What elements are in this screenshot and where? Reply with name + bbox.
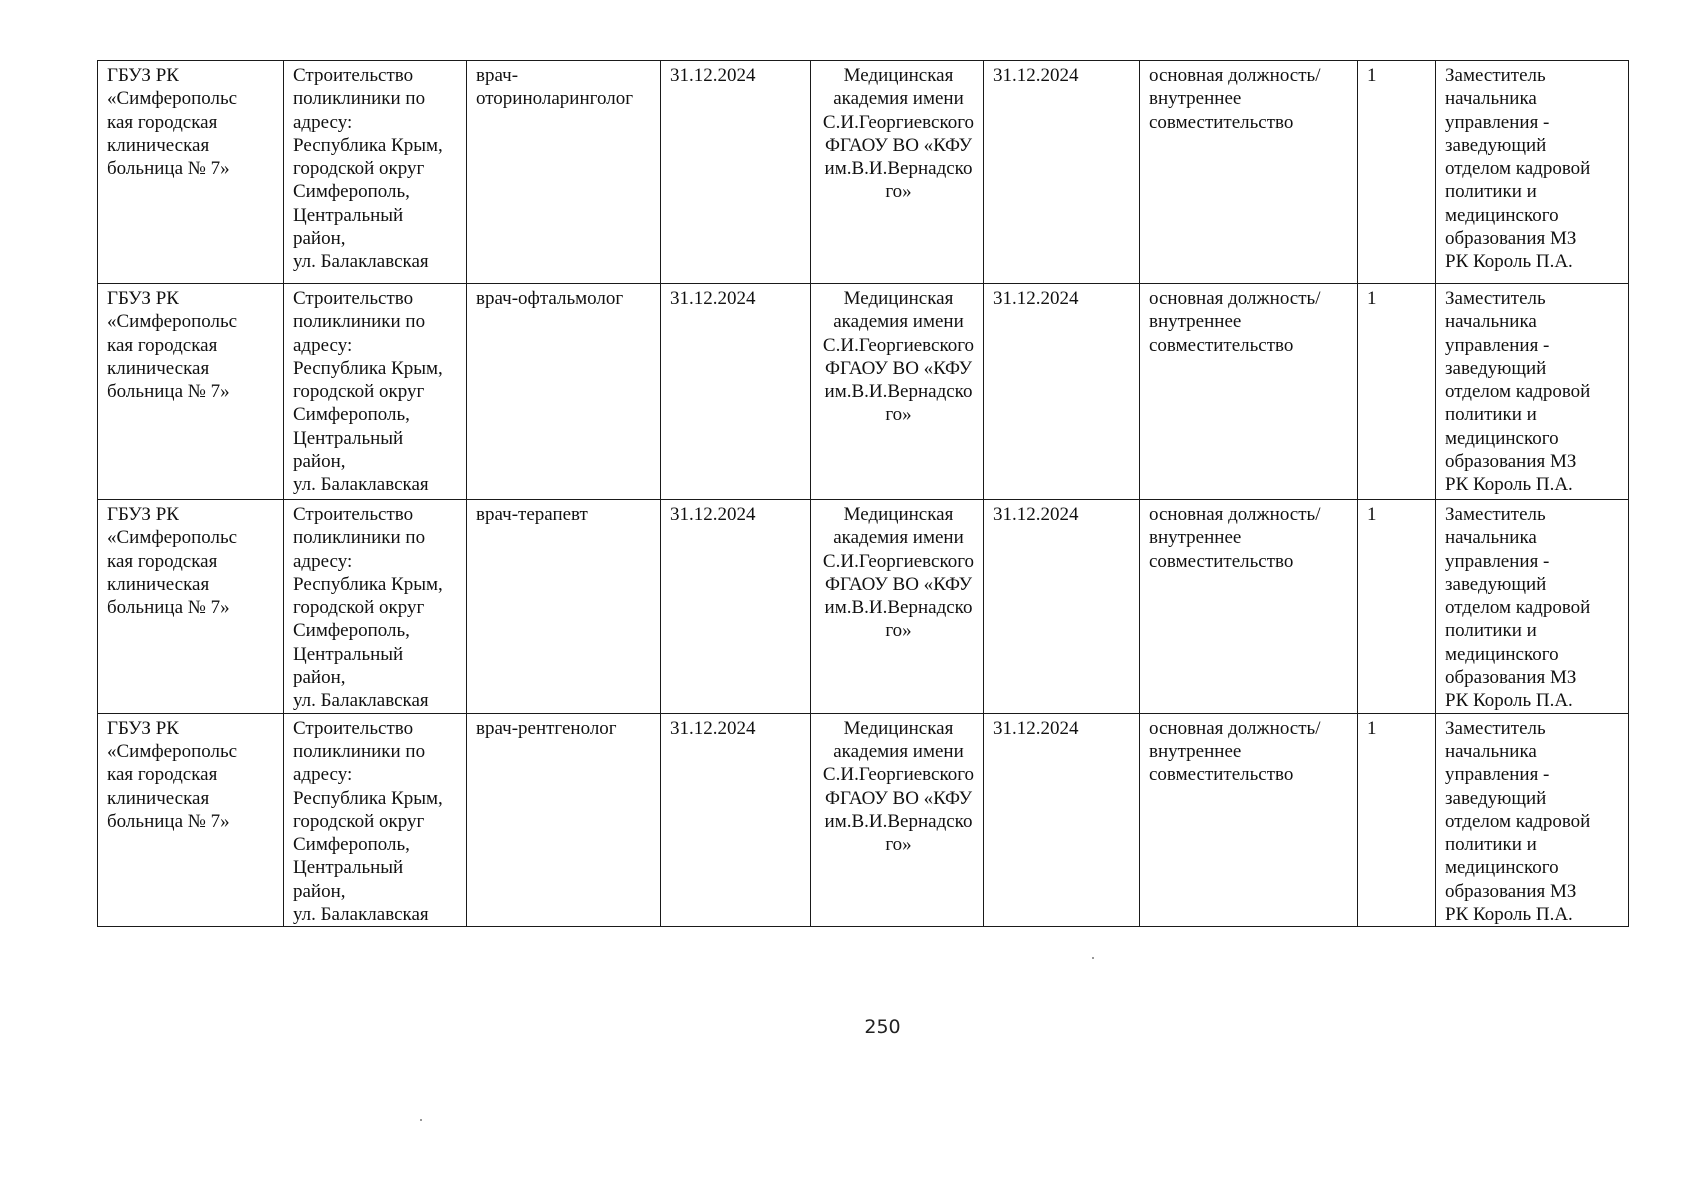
object-cell: Строительство поликлиники по адресу: Республика Крым, городской округ Симферополь, Центральный район, ул. Балаклавская bbox=[284, 713, 467, 927]
academy-cell: Медицинская академия имени С.И.Георгиевского ФГАОУ ВО «КФУ им.В.И.Вернадско го» bbox=[811, 500, 984, 714]
scan-speck bbox=[1092, 957, 1094, 959]
responsible-cell: Заместитель начальника управления - заведующий отделом кадровой политики и медицинского образования МЗ РК Король П.А. bbox=[1436, 284, 1629, 500]
position-cell: врач-рентгенолог bbox=[467, 713, 661, 927]
academy-cell: Медицинская академия имени С.И.Георгиевского ФГАОУ ВО «КФУ им.В.И.Вернадско го» bbox=[811, 284, 984, 500]
quantity-cell: 1 bbox=[1358, 61, 1436, 284]
date-cell: 31.12.2024 bbox=[984, 713, 1140, 927]
employment-type-cell: основная должность/ внутреннее совместительство bbox=[1140, 713, 1358, 927]
quantity-cell: 1 bbox=[1358, 284, 1436, 500]
quantity-cell: 1 bbox=[1358, 713, 1436, 927]
position-cell: врач- оториноларинголог bbox=[467, 61, 661, 284]
date-cell: 31.12.2024 bbox=[661, 284, 811, 500]
date-cell: 31.12.2024 bbox=[984, 284, 1140, 500]
responsible-cell: Заместитель начальника управления - заведующий отделом кадровой политики и медицинского образования МЗ РК Король П.А. bbox=[1436, 500, 1629, 714]
object-cell: Строительство поликлиники по адресу: Республика Крым, городской округ Симферополь, Центральный район, ул. Балаклавская bbox=[284, 61, 467, 284]
table-row bbox=[98, 61, 1629, 284]
organization-cell: ГБУЗ РК «Симферопольс кая городская клиническая больница № 7» bbox=[98, 500, 284, 714]
date-cell: 31.12.2024 bbox=[984, 61, 1140, 284]
date-cell: 31.12.2024 bbox=[661, 61, 811, 284]
position-cell: врач-терапевт bbox=[467, 500, 661, 714]
employment-type-cell: основная должность/ внутреннее совместительство bbox=[1140, 61, 1358, 284]
object-cell: Строительство поликлиники по адресу: Республика Крым, городской округ Симферополь, Центральный район, ул. Балаклавская bbox=[284, 284, 467, 500]
academy-cell: Медицинская академия имени С.И.Георгиевского ФГАОУ ВО «КФУ им.В.И.Вернадско го» bbox=[811, 713, 984, 927]
date-cell: 31.12.2024 bbox=[661, 713, 811, 927]
responsible-cell: Заместитель начальника управления - заведующий отделом кадровой политики и медицинского образования МЗ РК Король П.А. bbox=[1436, 713, 1629, 927]
date-cell: 31.12.2024 bbox=[661, 500, 811, 714]
organization-cell: ГБУЗ РК «Симферопольс кая городская клиническая больница № 7» bbox=[98, 61, 284, 284]
employment-type-cell: основная должность/ внутреннее совместительство bbox=[1140, 500, 1358, 714]
table-row bbox=[98, 284, 1629, 500]
object-cell: Строительство поликлиники по адресу: Республика Крым, городской округ Симферополь, Центральный район, ул. Балаклавская bbox=[284, 500, 467, 714]
quantity-cell: 1 bbox=[1358, 500, 1436, 714]
scan-speck bbox=[420, 1119, 422, 1121]
page-number: 250 bbox=[864, 1016, 901, 1038]
position-cell: врач-офтальмолог bbox=[467, 284, 661, 500]
responsible-cell: Заместитель начальника управления - заведующий отделом кадровой политики и медицинского образования МЗ РК Король П.А. bbox=[1436, 61, 1629, 284]
table-row bbox=[98, 500, 1629, 714]
organization-cell: ГБУЗ РК «Симферопольс кая городская клиническая больница № 7» bbox=[98, 284, 284, 500]
employment-type-cell: основная должность/ внутреннее совместительство bbox=[1140, 284, 1358, 500]
date-cell: 31.12.2024 bbox=[984, 500, 1140, 714]
staffing-table bbox=[97, 60, 1629, 927]
academy-cell: Медицинская академия имени С.И.Георгиевского ФГАОУ ВО «КФУ им.В.И.Вернадско го» bbox=[811, 61, 984, 284]
table-row bbox=[98, 713, 1629, 927]
organization-cell: ГБУЗ РК «Симферопольс кая городская клиническая больница № 7» bbox=[98, 713, 284, 927]
